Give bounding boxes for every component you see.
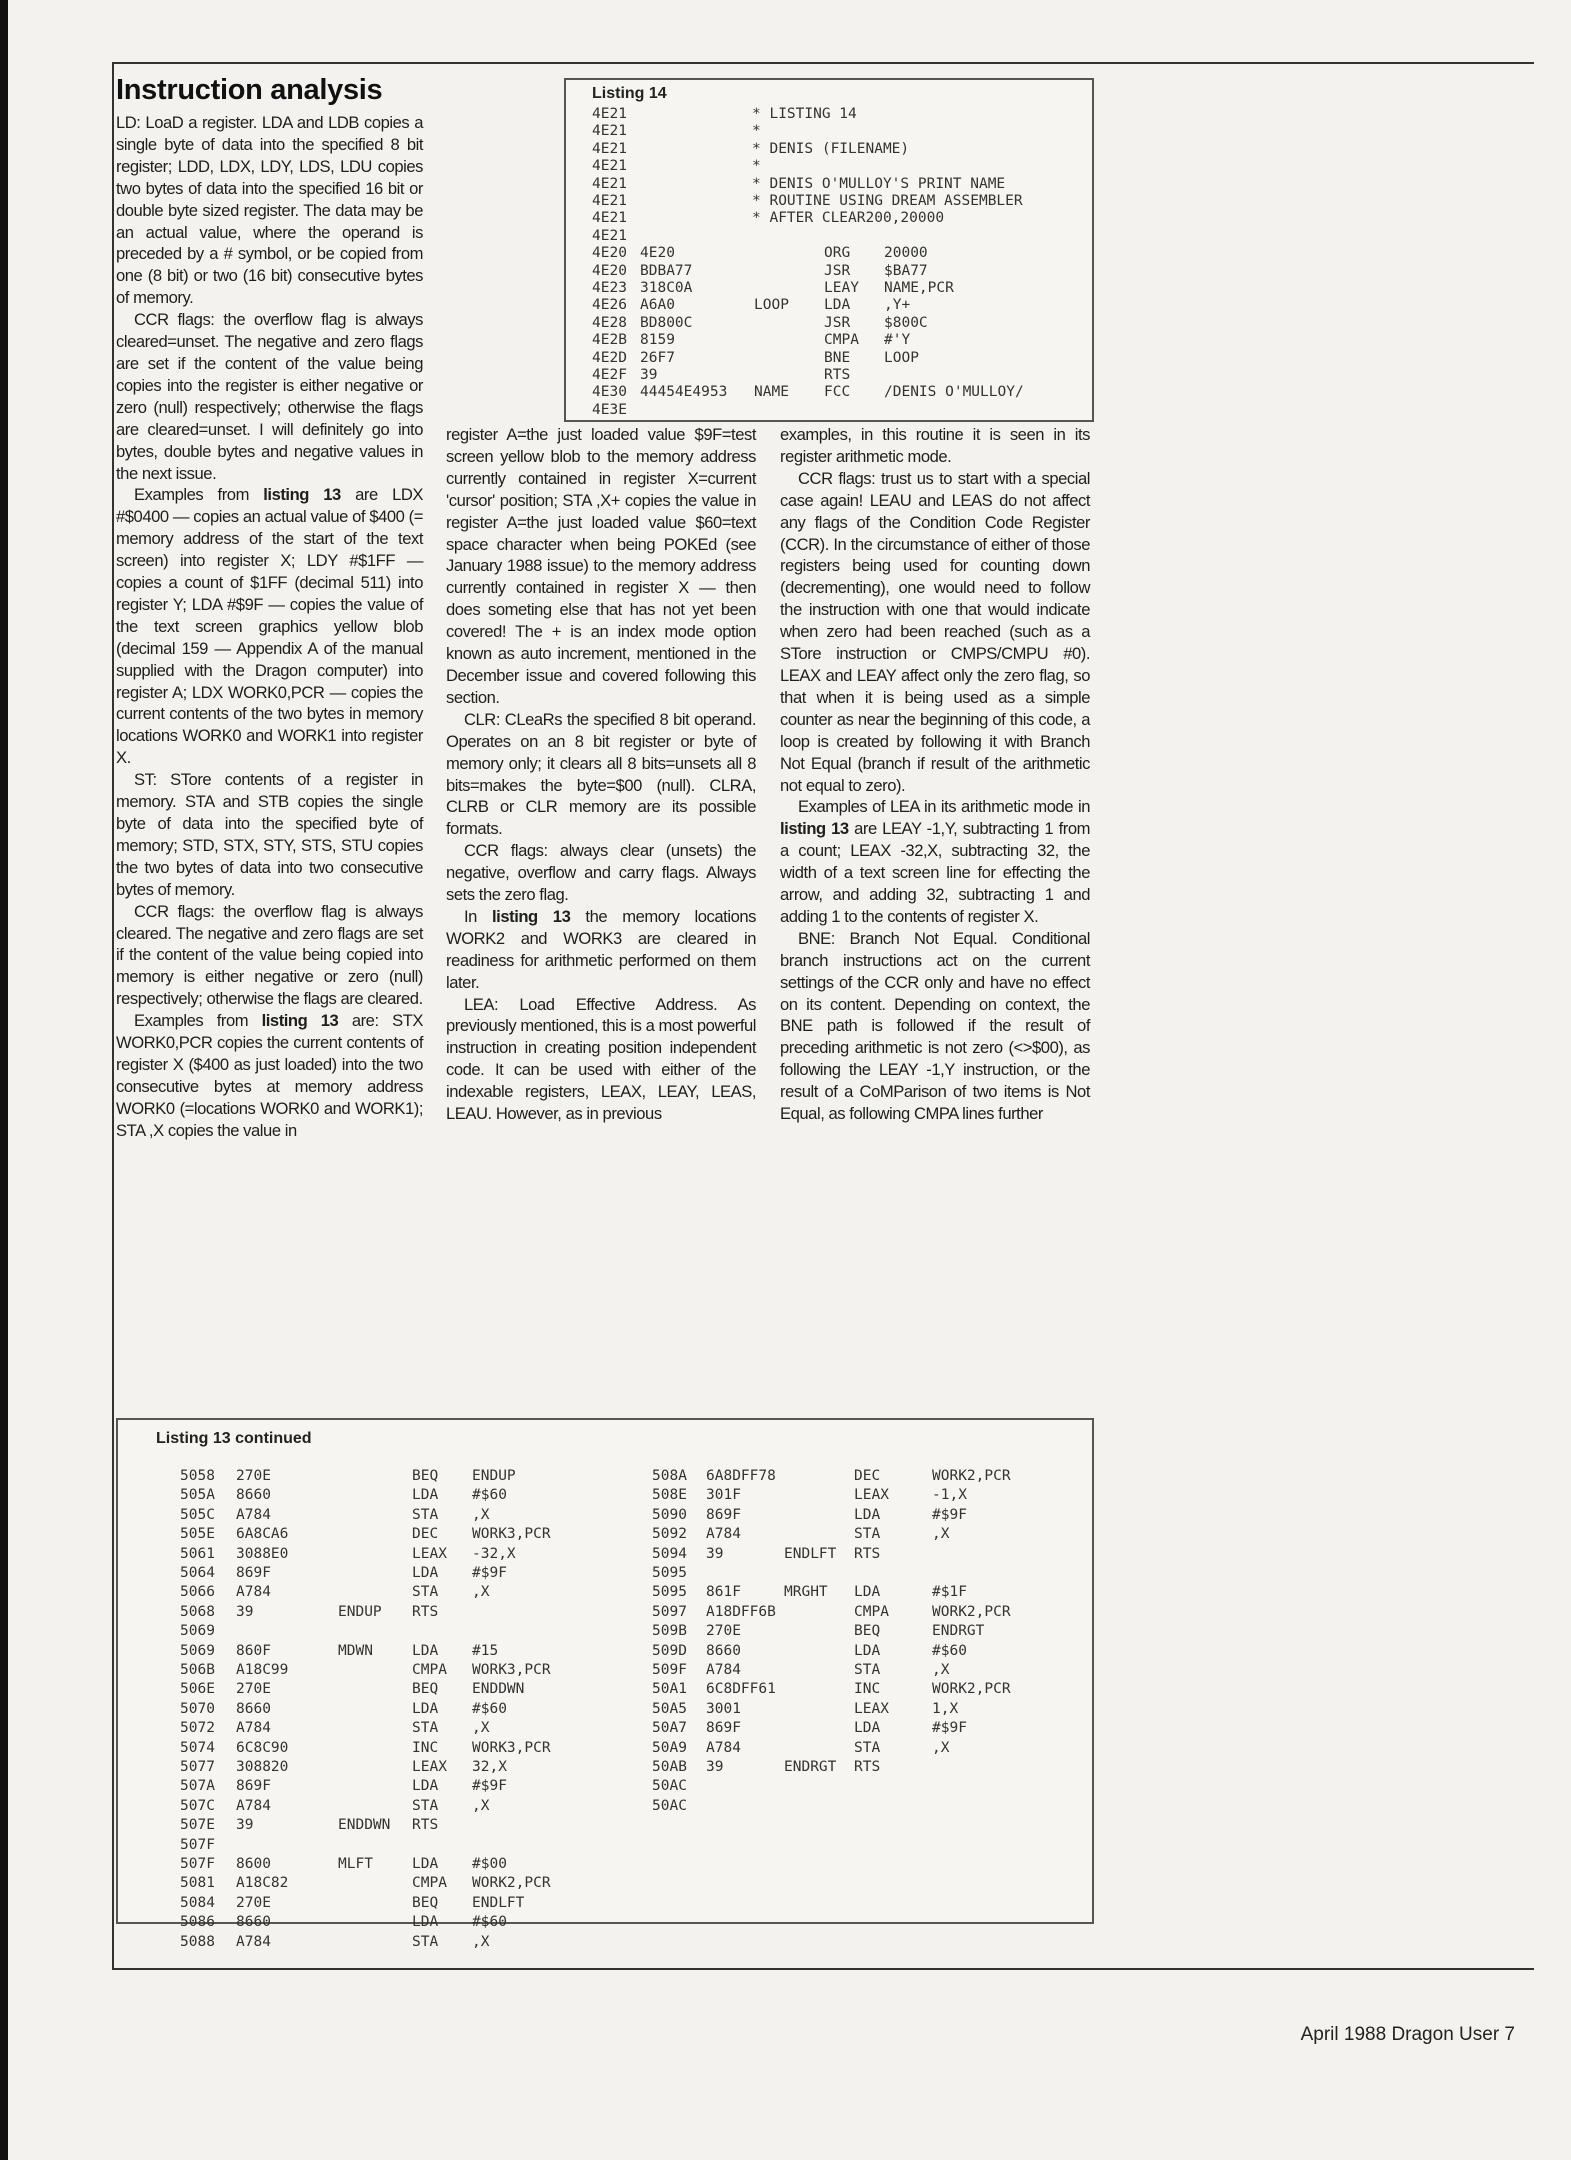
object-code: A784: [706, 1662, 741, 1678]
operand: ,X: [472, 1584, 490, 1601]
operand: ,X: [932, 1662, 950, 1678]
operand: #$9F: [932, 1506, 967, 1523]
address: 5095: [652, 1584, 687, 1601]
opcode: STA: [854, 1739, 881, 1756]
address: 4E2F: [592, 367, 627, 383]
address: 4E2D: [592, 349, 627, 366]
operand: WORK3,PCR: [472, 1526, 551, 1543]
opcode: CMPA: [412, 1662, 447, 1678]
object-code: 3088E0: [236, 1545, 289, 1562]
address: 50AC: [652, 1778, 687, 1795]
address: 5070: [180, 1700, 215, 1717]
address: 50A7: [652, 1720, 687, 1737]
operand: ,X: [932, 1739, 950, 1756]
object-code: 860F: [236, 1642, 271, 1659]
text-run: register A=the just loaded value $9F=test screen yellow blob to the memory address currently contained in register X=current 'cursor' position; STA ,X+ copies the value in register A=the just loaded value $60=text space character when being POKEd (see January 1988 issue) to the memory address currently contained in register X — then does someting else that has not yet been covered! The + is an index mode option known as auto increment, mentioned in the December issue and covered following this section.: [446, 425, 756, 707]
opcode: DEC: [412, 1526, 439, 1543]
paragraph: [116, 484, 423, 769]
object-code: 270E: [236, 1681, 271, 1698]
address: 505E: [180, 1526, 215, 1543]
opcode: RTS: [412, 1817, 439, 1834]
object-code: BDBA77: [640, 262, 693, 279]
object-code: 869F: [706, 1506, 741, 1523]
listing-14-title: Listing 14: [592, 85, 667, 102]
opcode: JSR: [824, 262, 851, 279]
label: ENDRGT: [784, 1759, 837, 1775]
object-code: 869F: [706, 1720, 741, 1737]
text-run: BNE: Branch Not Equal. Conditional branch instructions act on the current settings of the CCR only and have no effect on its content. Depending on context, the BNE path is followed if the result of preceding arithmetic is not zero (<>$00), as following the LEAY -1,Y instruction, or the result of a CoMParison of two items is Not Equal, as following CMPA lines further: [780, 928, 1090, 1124]
paragraph: [116, 1010, 423, 1141]
address: 509B: [652, 1623, 687, 1640]
listing-reference: listing 13: [263, 485, 341, 505]
object-code: 861F: [706, 1584, 741, 1601]
paragraph: [116, 901, 423, 1011]
text-run: the memory locations WORK2 and WORK3 are cleared in readiness for arithmetic performed on them later.: [446, 906, 756, 992]
object-code: A784: [236, 1720, 271, 1737]
address: 508E: [652, 1487, 687, 1504]
listing-13-title: Listing 13 continued: [156, 1430, 312, 1447]
object-code: A18DFF6B: [706, 1603, 776, 1620]
operand: #15: [472, 1642, 499, 1659]
operand: WORK2,PCR: [932, 1681, 1011, 1698]
address: 507F: [180, 1856, 215, 1872]
address: 4E21: [592, 175, 627, 192]
opcode: STA: [412, 1584, 439, 1601]
address: 5061: [180, 1545, 215, 1562]
address: 5069: [180, 1642, 215, 1659]
opcode: LDA: [412, 1565, 439, 1581]
paragraph: [446, 709, 756, 840]
object-code: A784: [236, 1506, 271, 1523]
listing-13-box: [116, 1418, 1094, 1950]
object-code: 8660: [236, 1914, 271, 1931]
operand: ENDDWN: [472, 1681, 525, 1698]
address: 5074: [180, 1739, 215, 1756]
opcode: INC: [854, 1681, 881, 1698]
object-code: 318C0A: [640, 280, 693, 296]
address: 50AC: [652, 1797, 687, 1814]
operand: ENDRGT: [932, 1623, 985, 1640]
opcode: LEAY: [824, 280, 859, 296]
object-code: 3001: [706, 1700, 741, 1717]
operand: -1,X: [932, 1487, 967, 1504]
label: NAME: [754, 384, 789, 401]
opcode: STA: [412, 1797, 439, 1814]
object-code: 301F: [706, 1487, 741, 1504]
listing-reference: listing 13: [492, 906, 571, 926]
address: 4E20: [592, 245, 627, 262]
address: 5068: [180, 1603, 215, 1620]
address: 4E26: [592, 297, 627, 314]
comment: * DENIS O'MULLOY'S PRINT NAME: [752, 175, 1006, 192]
address: 5095: [652, 1565, 687, 1581]
address: 4E21: [592, 106, 627, 122]
object-code: 4E20: [640, 245, 675, 262]
address: 5084: [180, 1894, 215, 1911]
operand: #$60: [472, 1914, 507, 1931]
object-code: 6A8CA6: [236, 1526, 289, 1543]
address: 50A5: [652, 1700, 687, 1717]
opcode: LDA: [854, 1642, 881, 1659]
opcode: LDA: [412, 1487, 439, 1504]
address: 507A: [180, 1778, 215, 1795]
address: 4E2B: [592, 332, 627, 349]
address: 5064: [180, 1565, 215, 1581]
paragraph: [116, 309, 423, 484]
object-code: 6A8DFF78: [706, 1468, 776, 1484]
text-column-1: [116, 112, 423, 1142]
address: 5094: [652, 1545, 687, 1562]
operand: #$1F: [932, 1584, 967, 1601]
object-code: A784: [236, 1584, 271, 1601]
object-code: 308820: [236, 1759, 289, 1775]
label: ENDLFT: [784, 1545, 837, 1562]
operand: #$9F: [472, 1565, 507, 1581]
opcode: DEC: [854, 1468, 881, 1484]
opcode: LDA: [412, 1914, 439, 1931]
operand: #$60: [472, 1487, 507, 1504]
operand: 20000: [884, 245, 928, 262]
opcode: CMPA: [854, 1603, 889, 1620]
opcode: STA: [412, 1720, 439, 1737]
opcode: CMPA: [824, 332, 859, 349]
operand: $BA77: [884, 262, 928, 279]
text-run: CCR flags: always clear (unsets) the negative, overflow and carry flags. Always sets the zero flag.: [446, 841, 756, 905]
text-run: are: STX WORK0,PCR copies the current contents of register X ($400 as just loaded) into the two consecutive bytes at memory address WORK0 (=locations WORK0 and WORK1); STA ,X copies the value in: [116, 1011, 423, 1140]
comment: * LISTING 14: [752, 106, 857, 122]
address: 506B: [180, 1662, 215, 1678]
operand: ,Y+: [884, 297, 911, 314]
address: 5077: [180, 1759, 215, 1775]
opcode: RTS: [854, 1545, 881, 1562]
object-code: 270E: [706, 1623, 741, 1640]
operand: 1,X: [932, 1700, 959, 1717]
address: 509D: [652, 1642, 687, 1659]
address: 508A: [652, 1468, 687, 1484]
label: ENDDWN: [338, 1817, 391, 1834]
opcode: RTS: [412, 1603, 439, 1620]
address: 509F: [652, 1662, 687, 1678]
address: 4E21: [592, 123, 627, 140]
operand: ENDLFT: [472, 1894, 525, 1911]
opcode: LDA: [412, 1642, 439, 1659]
address: 505A: [180, 1487, 215, 1504]
object-code: A18C82: [236, 1875, 289, 1892]
object-code: A18C99: [236, 1662, 289, 1678]
opcode: RTS: [854, 1759, 881, 1775]
paragraph: [446, 424, 756, 709]
paragraph: [446, 994, 756, 1125]
text-run: are LDX #$0400 — copies an actual value of $400 (= memory address of the start of the text screen) into register X; LDY #$1FF — copies a count of $1FF (decimal 511) into register Y; LDA #$9F — copies the value of the text screen graphics yellow blob (decimal 159 — Appendix A of the manual supplied with the Dragon computer) into register A; LDX WORK0,PCR — copies the current contents of the two bytes in memory locations WORK0 and WORK1 into register X.: [116, 485, 423, 768]
opcode: STA: [854, 1526, 881, 1543]
opcode: STA: [854, 1662, 881, 1678]
object-code: 869F: [236, 1778, 271, 1795]
address: 5090: [652, 1506, 687, 1523]
address: 5092: [652, 1526, 687, 1543]
comment: * ROUTINE USING DREAM ASSEMBLER: [752, 193, 1023, 209]
address: 4E3E: [592, 401, 627, 418]
operand: $800C: [884, 314, 928, 331]
listing-14-box: [564, 78, 1094, 422]
object-code: 8660: [706, 1642, 741, 1659]
text-run: LD: LoaD a register. LDA and LDB copies a single byte of data into the specified 8 bit register; LDD, LDX, LDY, LDS, LDU copies two bytes of data into the specified 16 bit or double byte sized register. The data may be an actual value, where the operand is preceded by a # symbol, or be copied from one (8 bit) or two (16 bit) consecutive bytes of memory.: [116, 113, 423, 308]
opcode: RTS: [824, 367, 851, 383]
operand: WORK2,PCR: [932, 1603, 1011, 1620]
address: 506E: [180, 1681, 215, 1698]
text-run: In: [464, 906, 493, 926]
opcode: LDA: [412, 1856, 439, 1872]
opcode: INC: [412, 1739, 439, 1756]
address: 4E21: [592, 227, 627, 244]
opcode: LDA: [854, 1584, 881, 1601]
object-code: 8660: [236, 1487, 271, 1504]
frame-rule-left: [112, 62, 114, 1970]
address: 507E: [180, 1817, 215, 1834]
paragraph: [116, 112, 423, 309]
operand: 32,X: [472, 1759, 507, 1775]
operand: #$60: [472, 1700, 507, 1717]
opcode: LDA: [854, 1720, 881, 1737]
paragraph: [116, 769, 423, 900]
object-code: 8159: [640, 332, 675, 349]
text-run: CCR flags: the overflow flag is always cleared=unset. The negative and zero flags are set if the content of the value being copies into the register is either negative or zero (null) respectively; otherwise the flags are cleared=unset. I will definitely go into bytes, double bytes and negative values in the next issue.: [116, 310, 423, 483]
address: 50A1: [652, 1681, 687, 1698]
operand: NAME,PCR: [884, 280, 954, 296]
object-code: 6C8DFF61: [706, 1681, 776, 1698]
opcode: BNE: [824, 349, 851, 366]
frame-rule-bottom: [112, 1968, 1534, 1970]
comment: * AFTER CLEAR200,20000: [752, 210, 945, 227]
operand: #'Y: [884, 332, 911, 349]
address: 4E21: [592, 140, 627, 157]
text-run: Examples from: [134, 1011, 262, 1031]
text-run: are LEAY -1,Y, subtracting 1 from a count; LEAX -32,X, subtracting 32, the width of a text screen line for effecting the arrow, and adding 32, subtracting 1 and adding 1 to the contents of register X.: [780, 819, 1090, 926]
paragraph: [780, 468, 1090, 797]
object-code: A784: [236, 1797, 271, 1814]
operand: LOOP: [884, 349, 919, 366]
text-run: CLR: CLeaRs the specified 8 bit operand. Operates on an 8 bit register or byte of memory only; it clears all 8 bits=unsets all 8 bits=makes the byte=$00 (null). CLRA, CLRB or CLR memory are its possible formats.: [446, 709, 756, 839]
operand: ,X: [472, 1720, 490, 1737]
operand: #$9F: [472, 1778, 507, 1795]
operand: ,X: [472, 1506, 490, 1523]
address: 5097: [652, 1603, 687, 1620]
opcode: LEAX: [854, 1487, 889, 1504]
object-code: 39: [236, 1603, 254, 1620]
address: 5072: [180, 1720, 215, 1737]
comment: * DENIS (FILENAME): [752, 140, 910, 157]
text-run: Examples from: [134, 485, 264, 505]
text-column-2: [446, 424, 756, 1125]
object-code: A6A0: [640, 297, 675, 314]
address: 4E20: [592, 262, 627, 279]
address: 4E21: [592, 158, 627, 175]
opcode: ORG: [824, 245, 851, 262]
listing-reference: listing 13: [261, 1011, 339, 1031]
address: 5058: [180, 1468, 215, 1484]
operand: WORK3,PCR: [472, 1739, 551, 1756]
opcode: STA: [412, 1506, 439, 1523]
object-code: 39: [706, 1545, 724, 1562]
label: ENDUP: [338, 1603, 382, 1620]
operand: #$9F: [932, 1720, 967, 1737]
opcode: JSR: [824, 314, 851, 331]
label: MLFT: [338, 1856, 373, 1872]
text-run: CCR flags: trust us to start with a special case again! LEAU and LEAS do not affect any flags of the Condition Code Register (CCR). In the circumstance of either of those registers being used for counting down (decrementing), one would need to follow the instruction with one that would indicate when zero had been reached (such as a STore instruction or CMPS/CMPU #0). LEAX and LEAY affect only the zero flag, so that when it is being used as a simple counter as near the beginning of this code, a loop is created by following it with Branch Not Equal (branch if result of the arithmetic not equal to zero).: [780, 468, 1090, 795]
operand: #$60: [932, 1642, 967, 1659]
opcode: BEQ: [854, 1623, 881, 1640]
label: LOOP: [754, 297, 789, 314]
address: 505C: [180, 1506, 215, 1523]
address: 4E30: [592, 384, 627, 401]
address: 4E23: [592, 280, 627, 296]
text-run: ST: STore contents of a register in memory. STA and STB copies the single byte of data into the specified byte of memory; STD, STX, STY, STS, STU copies the two bytes of data into two consecutive bytes of memory.: [116, 770, 423, 899]
address: 5066: [180, 1584, 215, 1601]
object-code: 39: [236, 1817, 254, 1834]
paragraph: [446, 840, 756, 906]
object-code: 39: [706, 1759, 724, 1775]
frame-rule-top: [112, 62, 1534, 64]
opcode: LDA: [854, 1506, 881, 1523]
address: 5081: [180, 1875, 215, 1892]
object-code: 6C8C90: [236, 1739, 289, 1756]
page-edge-shadow: [0, 0, 8, 2160]
object-code: 869F: [236, 1565, 271, 1581]
opcode: CMPA: [412, 1875, 447, 1892]
paragraph: [780, 928, 1090, 1125]
address: 507C: [180, 1797, 215, 1814]
address: 5088: [180, 1933, 215, 1950]
operand: ENDUP: [472, 1468, 516, 1484]
page-footer: April 1988 Dragon User 7: [1300, 2024, 1515, 2045]
address: 50A9: [652, 1739, 687, 1756]
opcode: LDA: [824, 297, 851, 314]
comment: *: [752, 123, 761, 140]
operand: /DENIS O'MULLOY/: [884, 384, 1024, 401]
address: 5086: [180, 1914, 215, 1931]
object-code: 8660: [236, 1700, 271, 1717]
object-code: 8600: [236, 1856, 271, 1872]
operand: WORK2,PCR: [472, 1875, 551, 1892]
operand: -32,X: [472, 1545, 516, 1562]
address: 4E28: [592, 314, 627, 331]
operand: ,X: [472, 1797, 490, 1814]
opcode: LEAX: [412, 1545, 447, 1562]
opcode: STA: [412, 1933, 439, 1950]
address: 5069: [180, 1623, 215, 1640]
operand: #$00: [472, 1856, 507, 1872]
object-code: BD800C: [640, 314, 693, 331]
text-run: CCR flags: the overflow flag is always cleared. The negative and zero flags are set if the content of the value being copied into memory is either negative or zero (null) respectively; otherwise the flags are cleared.: [116, 901, 423, 1009]
opcode: LEAX: [412, 1759, 447, 1775]
label: MRGHT: [784, 1584, 828, 1601]
text-run: examples, in this routine it is seen in its register arithmetic mode.: [780, 425, 1090, 466]
opcode: LEAX: [854, 1700, 889, 1717]
object-code: 26F7: [640, 349, 675, 366]
operand: WORK3,PCR: [472, 1662, 551, 1678]
object-code: 39: [640, 367, 658, 383]
text-run: LEA: Load Effective Address. As previously mentioned, this is a most powerful instruction in creating position independent code. It can be used with either of the indexable registers, LEAX, LEAY, LEAS, LEAU. However, as in previous: [446, 994, 756, 1124]
text-column-3: [780, 424, 1090, 1125]
object-code: A784: [236, 1933, 271, 1950]
text-run: Examples of LEA in its arithmetic mode in: [798, 797, 1090, 817]
operand: WORK2,PCR: [932, 1468, 1011, 1484]
address: 50AB: [652, 1759, 687, 1775]
label: MDWN: [338, 1642, 373, 1659]
opcode: FCC: [824, 384, 851, 401]
address: 507F: [180, 1836, 215, 1853]
article-heading: Instruction analysis: [116, 74, 383, 106]
object-code: 270E: [236, 1894, 271, 1911]
object-code: 270E: [236, 1468, 271, 1484]
listing-reference: listing 13: [780, 819, 849, 839]
paragraph: [780, 424, 1090, 468]
object-code: A784: [706, 1739, 741, 1756]
object-code: 44454E4953: [640, 384, 728, 401]
operand: ,X: [472, 1933, 490, 1950]
operand: ,X: [932, 1526, 950, 1543]
paragraph: [780, 796, 1090, 927]
opcode: LDA: [412, 1778, 439, 1795]
paragraph: [446, 906, 756, 994]
address: 4E21: [592, 210, 627, 227]
address: 4E21: [592, 193, 627, 209]
opcode: BEQ: [412, 1468, 439, 1484]
comment: *: [752, 158, 761, 175]
opcode: LDA: [412, 1700, 439, 1717]
opcode: BEQ: [412, 1894, 439, 1911]
opcode: BEQ: [412, 1681, 439, 1698]
object-code: A784: [706, 1526, 741, 1543]
